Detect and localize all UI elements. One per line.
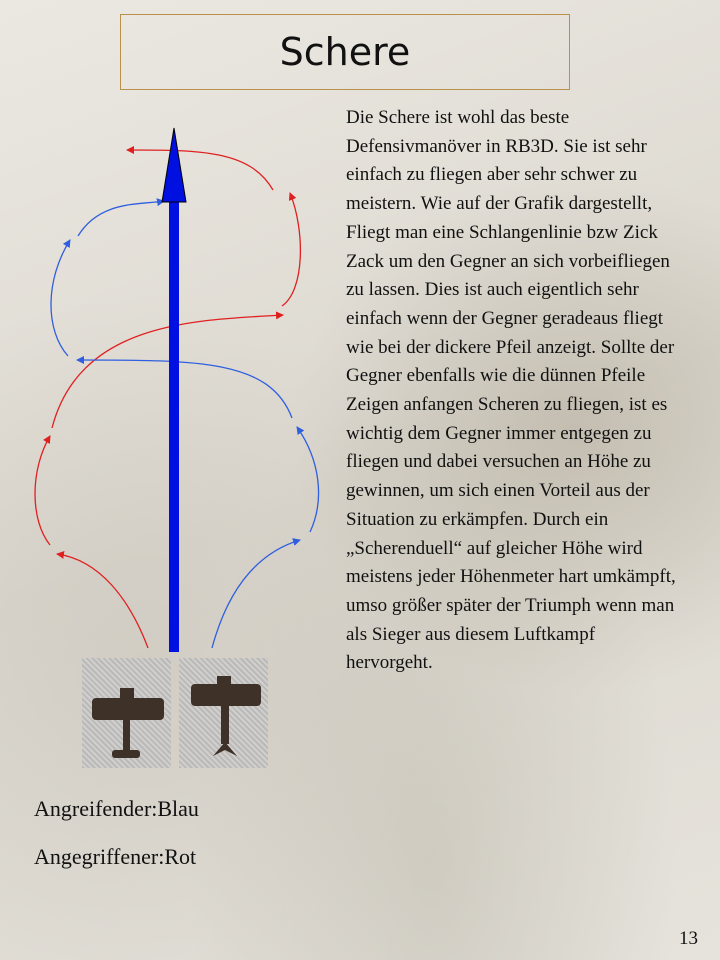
blue-path-3 [77, 360, 292, 418]
legend-defender: Angegriffener:Rot [34, 844, 197, 869]
red-path-2 [35, 436, 50, 545]
biplane-icon-attacker [82, 658, 171, 768]
red-path-3 [52, 315, 283, 428]
page-number: 13 [679, 928, 698, 949]
biplane-icon-defender [179, 658, 268, 768]
body-text: Die Schere ist wohl das beste Defensivmanöver in RB3D. Sie ist sehr einfach zu fliegen aber sehr schwer zu meistern. Wie auf der Grafik dargestellt, Fliegt man eine Schlangenlinie bzw Zick Zack um den Gegner an sich vorbeifliegen zu lassen. Dies ist auch eigentlich sehr einfach wenn der Gegner geradeaus fliegt wie bei der dickere Pfeil anzeigt. Sollte der Gegner ebenfalls wie die dünnen Pfeile Zeigen anfangen Scheren zu fliegen, ist es wichtig dem Gegner immer entgegen zu fliegen und dabei versuchen an Höhe zu gewinnen, um sich einen Vorteil aus der Situation zu erkämpfen. Durch ein „Scherenduell“ auf gleicher Höhe wird meistens jeder Höhenmeter hart umkämpft, umso größer später der Triumph wenn man als Sieger aus diesem Luftkampf hervorgeht. [346, 107, 676, 674]
blue-path-1 [212, 540, 300, 648]
red-path-4 [282, 193, 300, 306]
page-title: Schere [279, 30, 411, 74]
main-arrow-shaft [169, 200, 179, 652]
blue-path-2 [297, 427, 319, 532]
red-path-1 [57, 554, 148, 648]
blue-path-4 [51, 240, 70, 356]
scissors-diagram [0, 95, 340, 660]
title-box [120, 14, 570, 90]
legend-attacker: Angreifender:Blau [34, 796, 199, 821]
main-arrow-head [162, 128, 186, 202]
blue-path-5 [78, 201, 164, 236]
red-path-5 [127, 150, 273, 190]
